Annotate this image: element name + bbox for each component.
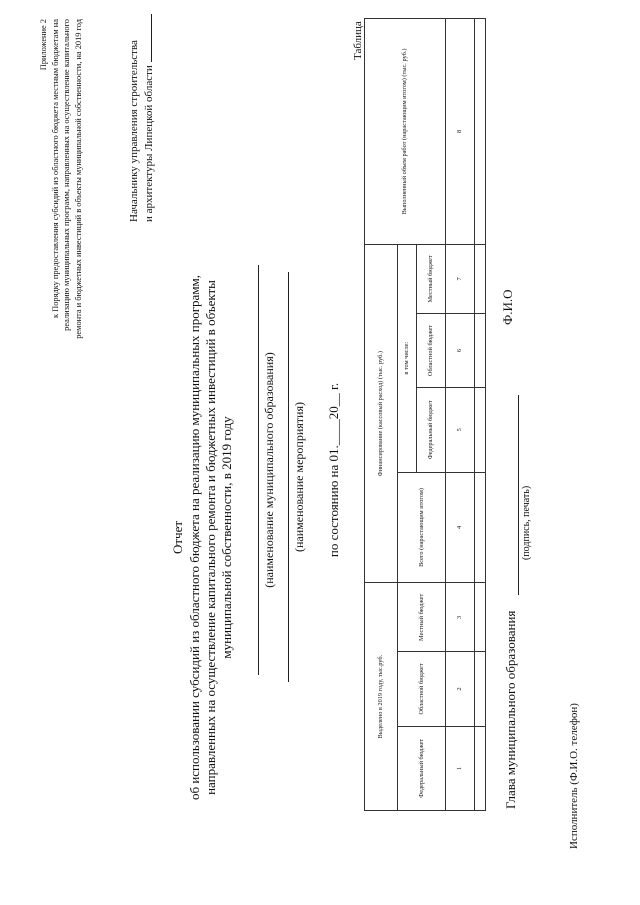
column-number: 1 <box>446 726 475 810</box>
column-number-row <box>446 19 475 811</box>
report-title-block <box>170 250 235 825</box>
table-cell <box>475 583 486 652</box>
column-number: 2 <box>446 652 475 726</box>
report-subtitle: об использовании субсидий из областного бюджета на реализацию муниципальных программ, направленных на осуществление капитального ремонта и бюджетных инвестиций в объекты муниципальной собственности, в 2019 году <box>187 274 234 801</box>
signature-fio: Ф.И.О <box>500 289 515 325</box>
appendix-line: Приложение 2 <box>39 19 48 71</box>
financing-local-header: Местный бюджет <box>417 244 446 313</box>
column-number: 8 <box>446 19 475 245</box>
local-budget-header: Местный бюджет <box>398 583 446 652</box>
financing-regional-header: Областной бюджет <box>417 313 446 387</box>
report-title: Отчет <box>170 520 185 555</box>
addressee-line-1: Начальнику управления строительства <box>128 40 140 222</box>
table-cell <box>475 652 486 726</box>
appendix-line: к Порядку предоставления субсидий из областного бюджета местным бюджетам на <box>50 19 60 318</box>
report-date-line: по состоянию на 01.____20__ г. <box>326 382 341 558</box>
table-cell <box>475 388 486 472</box>
addressee-block <box>127 12 156 222</box>
empty-data-row <box>475 19 486 811</box>
table-cell <box>475 19 486 245</box>
column-number: 6 <box>446 313 475 387</box>
column-number: 4 <box>446 472 475 583</box>
signature-line <box>518 395 519 595</box>
addressee-line-2: и архитектуры Липецкой области <box>143 65 155 222</box>
including-header: в том числе: <box>398 244 417 472</box>
table-cell <box>475 313 486 387</box>
column-number: 3 <box>446 583 475 652</box>
table-cell <box>475 726 486 810</box>
signature-caption: (подпись, печать) <box>521 485 532 560</box>
financing-header: Финансирование (кассовый расход) (тыс. руб.) <box>365 244 398 582</box>
municipality-caption: (наименование муниципального образования) <box>262 352 276 588</box>
appendix-note <box>38 19 84 349</box>
appendix-line: ремонта и бюджетных инвестиций в объекты муниципальной собственности, на 2019 год <box>73 19 83 339</box>
event-caption: (наименование мероприятия) <box>292 402 306 552</box>
table-label: Таблица <box>352 21 364 60</box>
column-number: 7 <box>446 244 475 313</box>
appendix-line: реализацию муниципальных программ, направленных на осуществление капитального <box>62 19 72 331</box>
executor-line: Исполнитель (Ф.И.О. телефон) <box>568 703 580 849</box>
federal-budget-header: Федеральный бюджет <box>398 726 446 810</box>
signature-label: Глава муниципального образования <box>503 610 518 809</box>
report-table <box>364 18 486 811</box>
allocated-header: Выделено в 2019 году, тыс.руб. <box>365 583 398 811</box>
total-header: Всего (нарастающим итогом) <box>398 472 446 583</box>
financing-federal-header: Федеральный бюджет <box>417 388 446 472</box>
completed-header: Выполненный объем работ (нарастающим итогом) (тыс. руб.) <box>365 19 446 245</box>
addressee-blank-line <box>141 14 152 62</box>
table-cell <box>475 244 486 313</box>
regional-budget-header: Областной бюджет <box>398 652 446 726</box>
table-cell <box>475 472 486 583</box>
municipality-fill-line <box>258 265 259 675</box>
event-fill-line <box>288 272 289 682</box>
column-number: 5 <box>446 388 475 472</box>
